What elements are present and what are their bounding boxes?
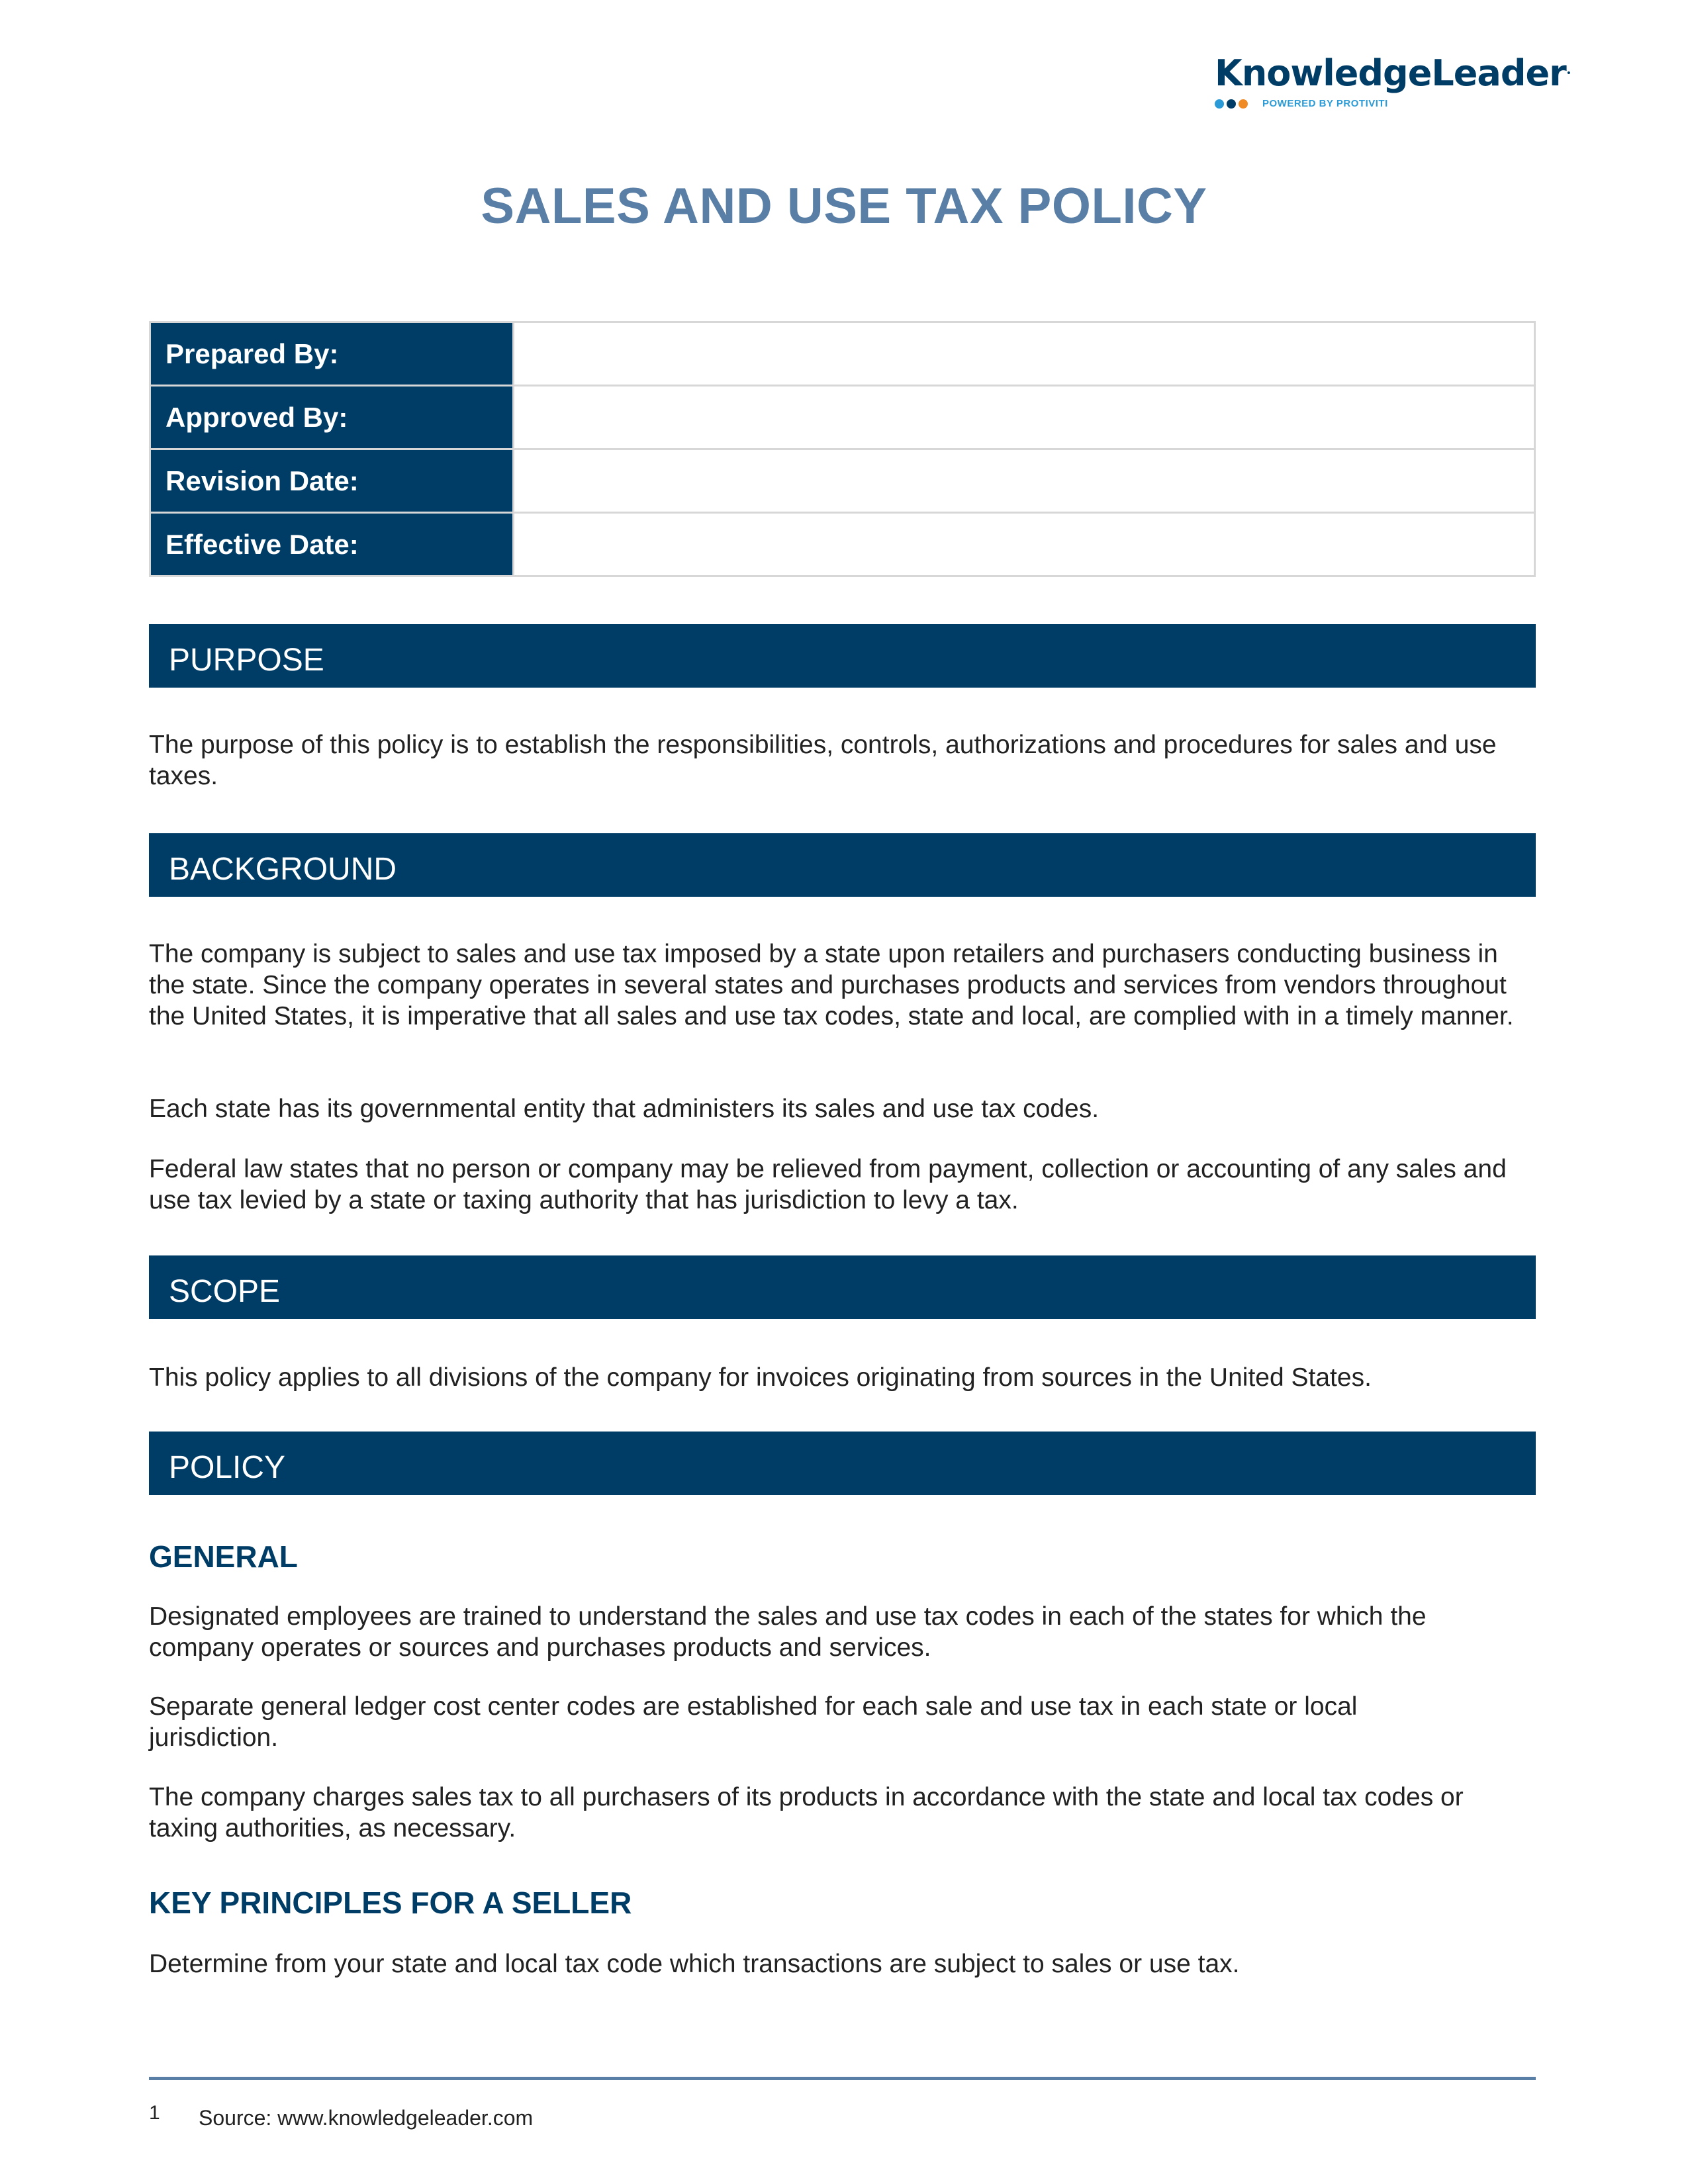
prepared-by-field[interactable] [514,322,1535,386]
logo-wordmark [1215,52,1571,94]
approved-by-field[interactable] [514,386,1535,449]
logo-dot [1227,99,1236,109]
general-paragraph-2: Separate general ledger cost center codes are established for each sale and use tax in each state or local jurisdiction. [149,1692,1358,1752]
effective-date-label: Effective Date: [150,513,514,576]
logo-dot [1215,99,1224,109]
scope-section-heading: SCOPE [149,1255,1536,1319]
table-row [150,322,1535,386]
policy-section-heading: POLICY [149,1432,1536,1495]
general-paragraph-3: The company charges sales tax to all purchasers of its products in accordance with the state and local tax codes or taxing authorities, as necessary. [149,1783,1464,1843]
purpose-paragraph: The purpose of this policy is to establish the responsibilities, controls, authorizations and procedures for sales and use taxes. [149,731,1497,790]
footnote-source: Source: www.knowledgeleader.com [199,2106,534,2130]
registered-mark-icon: • [1566,68,1571,79]
knowledgeleader-logo [1215,52,1571,109]
background-section-heading: BACKGROUND [149,833,1536,897]
prepared-by-label: Prepared By: [150,322,514,386]
background-paragraph-3: Federal law states that no person or company may be relieved from payment, collection or accounting of any sales and use tax levied by a state or taxing authority that has jurisdiction to levy a tax. [149,1155,1507,1214]
powered-by-text: POWERED BY PROTIVITI [1262,98,1388,109]
purpose-section-heading: PURPOSE [149,624,1536,688]
general-paragraph-1: Designated employees are trained to understand the sales and use tax codes in each of the states for which the company operates or sources and purchases products and services. [149,1602,1427,1662]
general-subheading: GENERAL [149,1539,298,1574]
revision-date-field[interactable] [514,449,1535,513]
effective-date-field[interactable] [514,513,1535,576]
logo-text: KnowledgeLeader [1215,52,1566,94]
scope-paragraph: This policy applies to all divisions of the company for invoices originating from sources in the United States. [149,1363,1372,1392]
logo-dots-icon [1215,99,1248,109]
document-title: SALES AND USE TAX POLICY [481,178,1207,234]
background-paragraph-1: The company is subject to sales and use tax imposed by a state upon retailers and purchasers conducting business in the state. Since the company operates in several states and purchases products and services from vendors throughout the United States, it is imperative that all sales and use tax codes, state and local, are complied with in a timely manner. [149,940,1514,1030]
document-metadata-table [149,321,1536,577]
table-row [150,449,1535,513]
table-row [150,386,1535,449]
approved-by-label: Approved By: [150,386,514,449]
footnote-number: 1 [149,2102,160,2124]
logo-dot [1239,99,1248,109]
key-principles-subheading: KEY PRINCIPLES FOR A SELLER [149,1886,632,1920]
background-paragraph-2: Each state has its governmental entity that administers its sales and use tax codes. [149,1095,1100,1123]
revision-date-label: Revision Date: [150,449,514,513]
key-principles-paragraph: Determine from your state and local tax code which transactions are subject to sales or use tax. [149,1950,1240,1978]
footer-divider [149,2077,1536,2080]
table-row [150,513,1535,576]
logo-subline [1215,98,1532,109]
